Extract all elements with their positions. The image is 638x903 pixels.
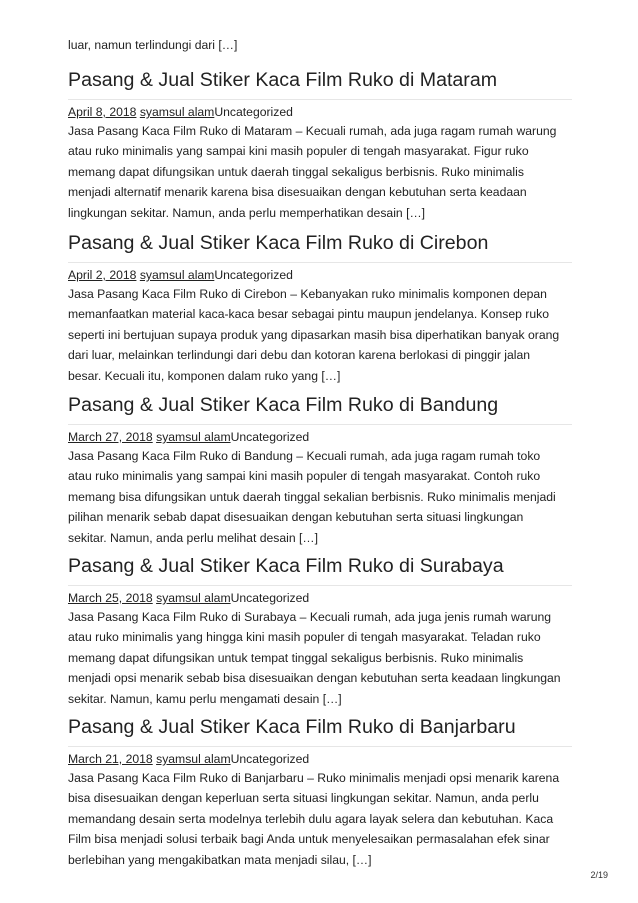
excerpt-line: atau ruko minimalis yang sampai kini masih populer di tengah masyarakat. Contoh ruko [68, 469, 541, 484]
title-divider [68, 746, 572, 747]
post-category: Uncategorized [214, 105, 293, 119]
post-author-link[interactable]: syamsul alam [156, 752, 231, 766]
post-title[interactable]: Pasang & Jual Stiker Kaca Film Ruko di Bandung [68, 394, 499, 416]
excerpt-line: Jasa Pasang Kaca Film Ruko di Mataram – Kecuali rumah, ada juga ragam rumah warung [68, 124, 557, 138]
post-author-link[interactable]: syamsul alam [139, 268, 215, 282]
post [68, 392, 572, 548]
post-date-link[interactable]: April 8, 2018 [68, 105, 137, 119]
title-divider [68, 99, 572, 100]
post-meta [68, 750, 572, 768]
post-date-link[interactable]: March 27, 2018 [68, 430, 153, 444]
excerpt-line: Jasa Pasang Kaca Film Ruko di Bandung – Kecuali rumah, ada juga ragam rumah toko [68, 449, 541, 463]
post-meta [68, 589, 572, 607]
excerpt-line: menjadi opsi menarik sebab bisa disesuaikan dengan kebutuhan serta keadaan lingkungan [68, 671, 561, 686]
excerpt-line: seperti ini bertujuan supaya produk yang dipasarkan masih bisa diperhatikan banyak orang [68, 327, 560, 342]
post-category: Uncategorized [214, 268, 293, 282]
title-divider [68, 262, 572, 263]
excerpt-line: memandang desain serta modelnya terlebih dulu agara layak selera dan kebutuhan. Kaca [68, 811, 554, 826]
post-author-link[interactable]: syamsul alam [139, 105, 215, 119]
excerpt-line: memang dapat difungsikan untuk tempat tinggal sekaligus berbisnis. Ruko minimalis [68, 650, 524, 665]
excerpt-line: berlebihan yang mengakibatkan mata menjadi silau, […] [68, 852, 372, 867]
post-date-link[interactable]: April 2, 2018 [68, 268, 137, 282]
post-author-link[interactable]: syamsul alam [156, 430, 231, 444]
excerpt-line: Jasa Pasang Kaca Film Ruko di Cirebon – Kebanyakan ruko minimalis komponen depan [68, 287, 547, 301]
post-excerpt [68, 607, 572, 709]
post-title[interactable]: Pasang & Jual Stiker Kaca Film Ruko di Banjarbaru [68, 716, 516, 738]
post-excerpt [68, 768, 572, 870]
post-excerpt [68, 284, 572, 386]
post [68, 553, 572, 709]
post-author-link[interactable]: syamsul alam [156, 591, 231, 605]
lead-text: luar, namun terlindungi dari […] [68, 38, 238, 52]
excerpt-line: besar. Kecuali itu, komponen dalam ruko yang […] [68, 368, 341, 383]
excerpt-line: menjadi alternatif menarik karena bisa disesuaikan dengan kebutuhan serta keadaan [68, 185, 527, 200]
post-meta [68, 103, 572, 121]
excerpt-line: bisa disesuaikan dengan keperluan serta situasi lingkungan sekitar. Namun, anda perlu [68, 791, 539, 806]
excerpt-line: sekitar. Namun, kamu perlu mengamati desain […] [68, 691, 342, 706]
excerpt-line: memang bisa difungsikan untuk daerah tinggal sekalian berbisnis. Ruko minimalis menjadi [68, 489, 556, 504]
excerpt-line: Jasa Pasang Kaca Film Ruko di Banjarbaru – Ruko minimalis menjadi opsi menarik karena [68, 771, 560, 785]
excerpt-line: atau ruko minimalis yang sampai kini masih populer di tengah masyarakat. Figur ruko [68, 144, 529, 159]
post-category: Uncategorized [230, 591, 310, 605]
post-excerpt [68, 121, 572, 223]
post-excerpt [68, 446, 572, 548]
post-date-link[interactable]: March 21, 2018 [68, 752, 153, 766]
excerpt-line: memang dapat difungsikan untuk daerah tinggal sekaligus berbisnis. Ruko minimalis [68, 164, 524, 179]
excerpt-line: Film bisa menjadi solusi terbaik bagi Anda untuk menyelesaikan permasalahan efek sinar [68, 832, 550, 847]
post-category: Uncategorized [230, 430, 310, 444]
post [68, 714, 572, 870]
post-title[interactable]: Pasang & Jual Stiker Kaca Film Ruko di Cirebon [68, 232, 489, 254]
post-category: Uncategorized [230, 752, 310, 766]
excerpt-line: sekitar. Namun, anda perlu melihat desain […] [68, 530, 318, 545]
post-meta [68, 428, 572, 446]
excerpt-line: Jasa Pasang Kaca Film Ruko di Surabaya – Kecuali rumah, ada juga jenis rumah warung [68, 610, 552, 624]
post [68, 67, 572, 223]
excerpt-line: pilihan menarik sebab dapat disesuaikan dengan kebutuhan serta situasi lingkungan [68, 510, 524, 525]
title-divider [68, 585, 572, 586]
page-number: 2/19 [590, 870, 608, 880]
post-title[interactable]: Pasang & Jual Stiker Kaca Film Ruko di Surabaya [68, 555, 504, 577]
title-divider [68, 424, 572, 425]
excerpt-line: atau ruko minimalis yang hingga kini masih populer di tengah masyarakat. Teladan ruko [68, 630, 541, 645]
excerpt-line: memanfaatkan material kaca-kaca besar sebagai pintu maupun jendelanya. Konsep ruko [68, 307, 550, 322]
post-date-link[interactable]: March 25, 2018 [68, 591, 153, 605]
excerpt-line: lingkungan sekitar. Namun, anda perlu memperhatikan desain […] [68, 205, 426, 220]
excerpt-line: dari luar, melainkan terlindungi dari debu dan kotoran karena berlokasi di pinggir jalan [68, 348, 531, 363]
post-meta [68, 266, 572, 284]
post-title[interactable]: Pasang & Jual Stiker Kaca Film Ruko di Mataram [68, 69, 498, 91]
post [68, 230, 572, 386]
